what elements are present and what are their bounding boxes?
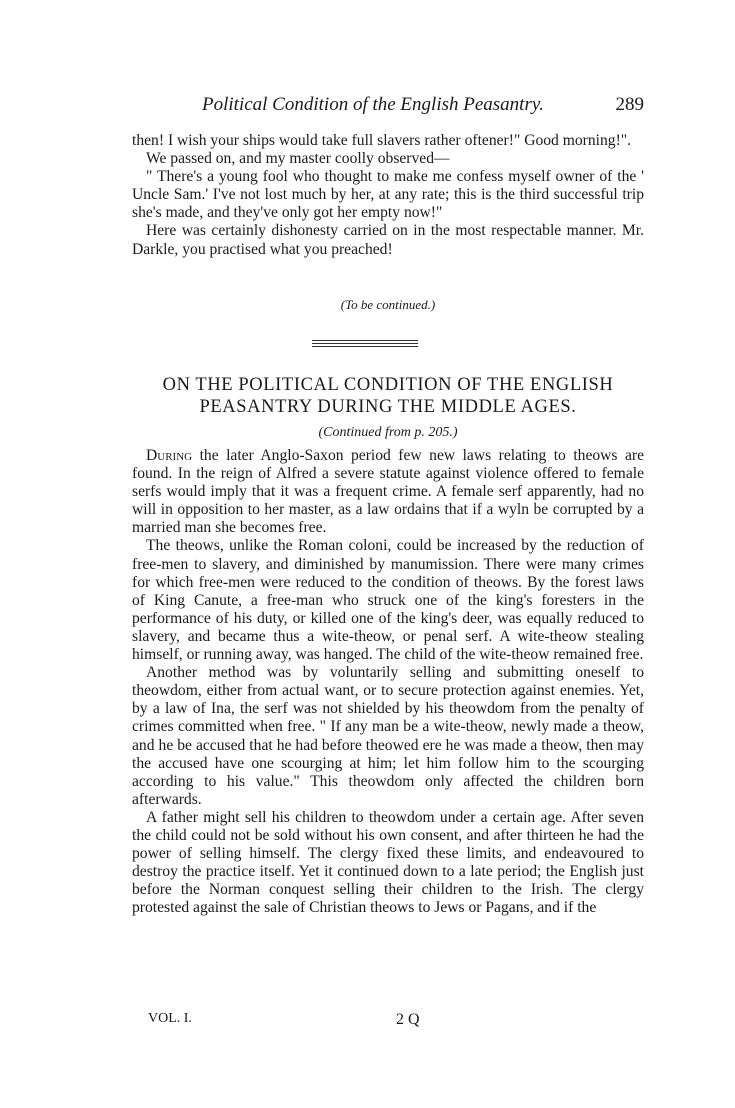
divider-line	[312, 340, 418, 341]
volume-label: VOL. I.	[148, 1011, 192, 1026]
story-conclusion	[132, 132, 644, 259]
paragraph: A father might sell his children to theowdom under a certain age. After seven the child could not be sold without his own consent, and after thirteen he had the power of selling himself. The clergy fixed these limits, and endeavoured to destroy the practice itself. Yet it continued down to a late period; the English just before the Norman conquest selling their children to the Irish. The clergy protested against the sale of Christian theows to Jews or Pagans, and if the	[132, 808, 644, 917]
paragraph: Another method was by voluntarily selling and submitting oneself to theowdom, either from actual want, or to secure protection against enemies. Yet, by a law of Ina, the serf was not shielded by his theowdom from the penalty of crimes committed when free. " If any man be a wite-theow, newly made a theow, and he be accused that he had before theowed ere he was made a theow, then may the accused have one scourging at him; let him follow him to the scourging according to his value." This theowdom only affected the children born afterwards.	[132, 664, 644, 808]
opening-word: During	[146, 447, 193, 464]
continued-from-note: (Continued from p. 205.)	[318, 425, 458, 440]
article-title-line: ON THE POLITICAL CONDITION OF THE ENGLISH	[162, 375, 614, 395]
running-title: Political Condition of the English Peasantry.	[202, 94, 544, 115]
page-number: 289	[615, 94, 644, 115]
paragraph-text: the later Anglo-Saxon period few new laws relating to theows are found. In the reign of Alfred a severe statute against violence offered to female serfs would imply that it was a frequent crime. A female serf apparently, had no will in opposition to her master, as a law ordains that if a wyln be corrupted by a married man she becomes free.	[132, 447, 644, 537]
divider-line	[312, 343, 418, 344]
page-footer	[148, 1011, 468, 1031]
article-title-line: PEASANTRY DURING THE MIDDLE AGES.	[199, 397, 577, 417]
to-be-continued-note: (To be continued.)	[340, 297, 436, 312]
paragraph: " There's a young fool who thought to make me confess myself owner of the ' Uncle Sam.' I've not lost much by her, at any rate; this is the third successful trip she's made, and they've only got her empty now!"	[132, 168, 644, 222]
paragraph: then! I wish your ships would take full slavers rather oftener!" Good morning!".	[132, 132, 632, 149]
paragraph: Here was certainly dishonesty carried on in the most respectable manner. Mr. Darkle, you practised what you preached!	[132, 222, 644, 258]
divider-line	[312, 346, 418, 347]
paragraph: The theows, unlike the Roman coloni, could be increased by the reduction of free-men to slavery, and diminished by manumission. There were many crimes for which free-men were reduced to the condition of theows. By the forest laws of King Canute, a free-man who struck one of the king's foresters in the performance of his duty, or killed one of the king's deer, was equally reduced to slavery, and became thus a wite-theow, or penal serf. A wite-theow stealing himself, or running away, was hanged. The child of the wite-theow remained free.	[132, 537, 644, 664]
section-divider	[312, 340, 418, 348]
signature-mark: 2 Q	[396, 1011, 420, 1028]
article-title	[132, 374, 644, 418]
article-body	[132, 447, 644, 917]
paragraph	[132, 447, 644, 537]
paragraph: We passed on, and my master coolly observed—	[146, 150, 450, 168]
running-head	[132, 94, 644, 118]
